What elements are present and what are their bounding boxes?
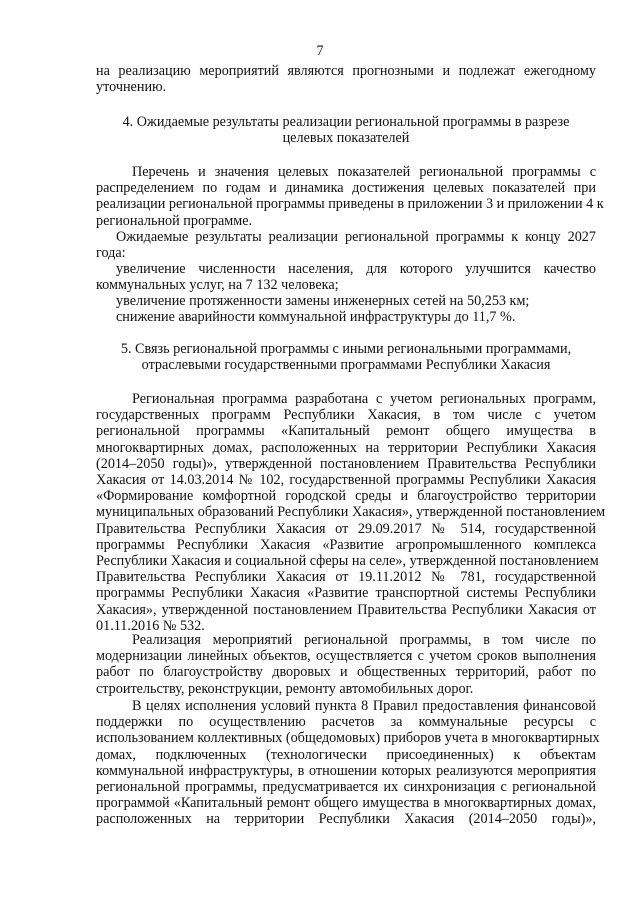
- text-line: региональной программы, предусматривается их синхронизация с региональной: [96, 779, 596, 796]
- intro-paragraph: [96, 63, 596, 95]
- section-5-paragraph-1: [96, 391, 606, 634]
- text-line: В целях исполнения условий пункта 8 Правил предоставления финансовой: [132, 698, 596, 714]
- text-line: государственных программ Республики Хакасия, в том числе с учетом: [96, 407, 596, 424]
- text-line: Реализация мероприятий региональной программы, в том числе по: [132, 632, 596, 648]
- text-line: уточнению.: [96, 79, 167, 96]
- text-line: Перечень и значения целевых показателей региональной программы с: [132, 164, 596, 180]
- text-line: увеличение численности населения, для которого улучшится качество: [116, 261, 596, 277]
- text-line: региональной программе.: [96, 212, 253, 229]
- text-line: Ожидаемые результаты реализации региональной программы к концу 2027: [116, 229, 596, 245]
- heading-line: отраслевыми государственными программами Республики Хакасия: [141, 357, 551, 374]
- text-line: коммунальных услуг, на 7 132 человека;: [96, 277, 339, 294]
- heading-line: 4. Ожидаемые результаты реализации региональной программы в разрезе: [122, 114, 570, 130]
- section-4-heading: [96, 114, 596, 146]
- text-line: программы Республики Хакасия «Развитие агропромышленного комплекса: [96, 536, 596, 553]
- section-5-paragraph-2: [96, 632, 596, 697]
- page-number: 7: [316, 43, 324, 59]
- text-line: Хакасия от 14.03.2014 № 102, государственной программы Республики Хакасия: [96, 472, 596, 489]
- text-line: программы Республики Хакасия «Развитие транспортной системы Республики: [96, 585, 596, 602]
- text-line: муниципальных образований Республики Хакасия», утвержденной постановлением: [96, 504, 606, 521]
- text-line: (2014–2050 годы)», утвержденной постановлением Правительства Республики: [96, 455, 596, 472]
- text-line: домах, подключенных (технологически присоединенных) к объектам: [96, 746, 596, 763]
- text-line: на реализацию мероприятий являются прогнозными и подлежат ежегодному: [96, 63, 596, 79]
- text-line: Республики Хакасия и социальной сферы на селе», утвержденной постановлением: [96, 553, 599, 570]
- text-line: многоквартирных домах, расположенных на территории Республики Хакасия: [96, 439, 596, 456]
- text-line: Региональная программа разработана с учетом региональных программ,: [132, 391, 596, 407]
- text-line: реализации региональной программы приведены в приложении 3 и приложении 4 к: [96, 196, 604, 213]
- text-line: модернизации линейных объектов, осуществляется с учетом сроков выполнения: [96, 648, 596, 665]
- section-4-paragraph-2: [96, 229, 596, 261]
- text-line: использованием коллективных (общедомовых) приборов учета в многоквартирных: [96, 730, 600, 747]
- text-line: года:: [96, 245, 126, 262]
- text-line: поддержки по осуществлению расчетов за коммунальные ресурсы с: [96, 714, 596, 731]
- text-line: увеличение протяженности замены инженерных сетей на 50,253 км;: [116, 293, 530, 309]
- heading-line: 5. Связь региональной программы с иными региональными программами,: [120, 341, 572, 357]
- text-line: коммунальной инфраструктуры, в отношении которых реализуются мероприятия: [96, 762, 596, 779]
- section-4-list-item-3: [96, 309, 596, 325]
- text-line: «Формирование комфортной городской среды и благоустройство территории: [96, 488, 596, 505]
- section-4-paragraph-1: [96, 164, 604, 229]
- text-line: строительству, реконструкции, ремонту автомобильных дорог.: [96, 680, 474, 697]
- text-line: региональной программы «Капитальный ремонт общего имущества в: [96, 423, 596, 440]
- text-line: 01.11.2016 № 532.: [96, 617, 205, 634]
- text-line: распределением по годам и динамика достижения целевых показателей при: [96, 180, 596, 197]
- text-line: расположенных на территории Республики Хакасия (2014–2050 годы)»,: [96, 811, 596, 828]
- section-5-heading: [96, 341, 596, 373]
- text-line: Правительства Республики Хакасия от 19.11.2012 № 781, государственной: [96, 569, 596, 586]
- text-line: Хакасия», утвержденной постановлением Правительства Республики Хакасия от: [96, 601, 596, 618]
- text-line: программой «Капитальный ремонт общего имущества в многоквартирных домах,: [96, 795, 596, 812]
- text-line: снижение аварийности коммунальной инфраструктуры до 11,7 %.: [116, 309, 516, 325]
- section-5-paragraph-3: [96, 698, 600, 828]
- text-line: Правительства Республики Хакасия от 29.09.2017 № 514, государственной: [96, 520, 596, 537]
- section-4-list-item-2: [96, 293, 596, 309]
- heading-line: целевых показателей: [282, 130, 410, 147]
- text-line: работ по благоустройству дворовых и общественных территорий, работ по: [96, 664, 596, 681]
- section-4-list-item-1: [96, 261, 596, 293]
